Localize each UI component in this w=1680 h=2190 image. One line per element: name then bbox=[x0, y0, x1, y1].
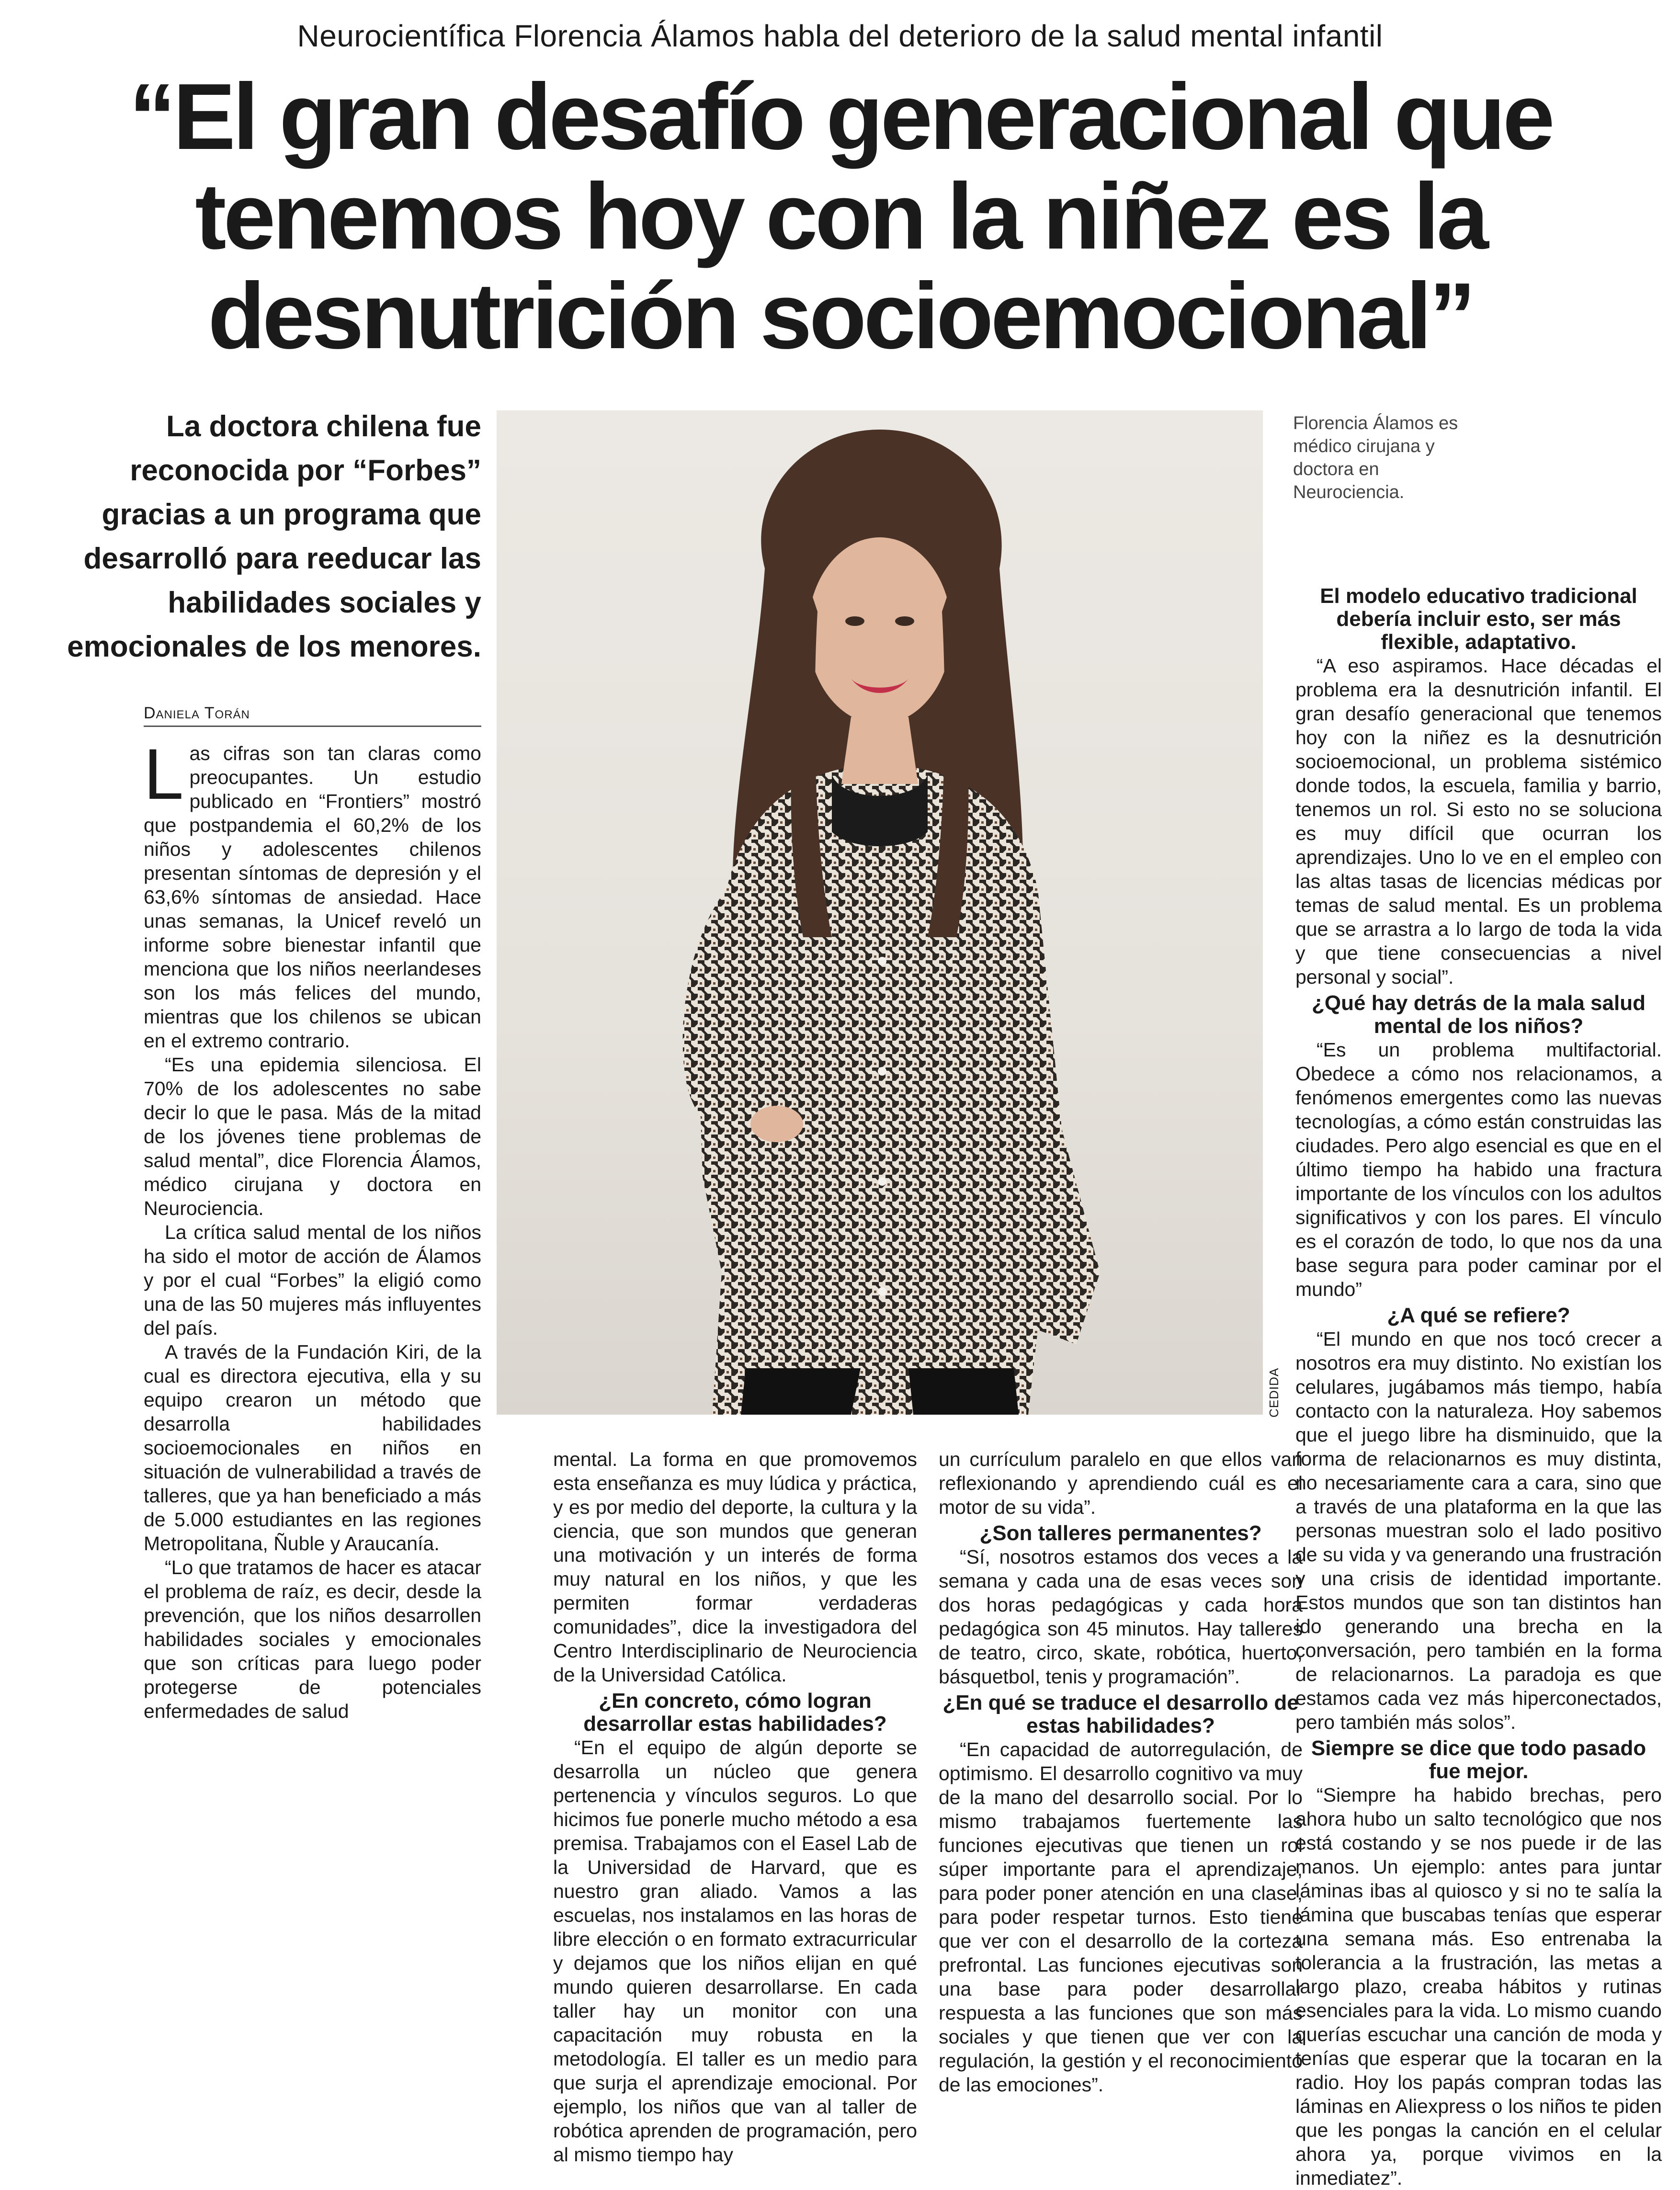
portrait-illustration bbox=[497, 410, 1263, 1415]
question: Siempre se dice que todo pasado fue mejor. bbox=[1311, 1736, 1646, 1783]
column-1 bbox=[144, 734, 481, 1723]
byline: Daniela Torán bbox=[144, 704, 481, 727]
paragraph: A través de la Fundación Kiri, de la cual es directora ejecutiva, ella y su equipo crearon un método que desarrolla habilidades socioemocionales en niños en situación de vulnerabilidad a través de talleres, que ya han beneficiado a más de 5.000 estudiantes en las regiones Metropolitana, Ñuble y Araucanía. bbox=[144, 1341, 481, 1555]
paragraph: “Lo que tratamos de hacer es atacar el problema de raíz, es decir, desde la prevención, que los niños desarrollen habilidades sociales y emocionales que son críticas para luego poder protegerse de potenciales enfermedades de salud bbox=[144, 1556, 481, 1722]
paragraph-text: as cifras son tan claras como preocupantes. Un estudio publicado en “Frontiers” mostró que postpandemia el 60,2% de los niños y adolescentes chilenos presentan síntomas de depresión y el 63,6% síntomas de ansiedad. Hace unas semanas, la Unicef reveló un informe sobre bienestar infantil que menciona que los niños neerlandeses son los más felices del mundo, mientras que los chilenos se ubican en el extremo contrario. bbox=[144, 742, 481, 1052]
answer: “Siempre ha habido brechas, pero ahora hubo un salto tecnológico que nos está costando y se nos puede ir de las manos. Un ejemplo: antes para juntar láminas ibas al quiosco y si no te salía la lámina que buscabas tenías que esperar una semana más. Eso entrenaba la tolerancia a la frustración, las metas a largo plazo, creaba hábitos y rutinas esenciales para la vida. Lo mismo cuando querías escuchar una canción de moda y tenías que esperar que la tocaran en la radio. Hoy los papás compran todas las láminas en Aliexpress o los niños te piden que les pongas la canción en el celular ahora ya, porque vivimos en la inmediatez”. bbox=[1295, 1784, 1662, 2189]
paragraph: “Es una epidemia silenciosa. El 70% de los adolescentes no sabe decir lo que le pasa. Más de la mitad de los jóvenes tiene problemas de salud mental”, dice Florencia Álamos, médico cirujana y doctora en Neurociencia. bbox=[144, 1054, 481, 1219]
headline-line-1: “El gran desafío generacional que bbox=[129, 64, 1552, 169]
question: ¿A qué se refiere? bbox=[1387, 1304, 1570, 1327]
photo-credit: CEDIDA bbox=[1267, 1367, 1281, 1418]
portrait-photo bbox=[497, 410, 1263, 1415]
kicker: Neurocientífica Florencia Álamos habla del deterioro de la salud mental infantil bbox=[297, 19, 1383, 53]
answer: “El mundo en que nos tocó crecer a nosotros era muy distinto. No existían los celulares, jugábamos más tiempo, había contacto con la naturaleza. Hoy sabemos que el juego libre ha disminuido, que la forma de relacionarnos es muy distinta, no necesariamente cara a cara, sino que a través de una plataforma en la que las personas muestran solo el lado positivo de su vida y va generando una frustración y una crisis de identidad importante. Estos mundos que son tan distintos han ido generando una brecha en la conversación, pero también en la forma de relacionarnos. La paradoja es que estamos cada vez más hiperconectados, pero también más solos”. bbox=[1295, 1328, 1662, 1733]
headline-line-2: tenemos hoy con la niñez es la bbox=[195, 164, 1486, 269]
photo-caption: Florencia Álamos es médico cirujana y doctora en Neurociencia. bbox=[1293, 413, 1458, 502]
headline bbox=[72, 64, 1609, 368]
answer: “En capacidad de autorregulación, de optimismo. El desarrollo cognitivo va muy de la mano del desarrollo social. Por lo mismo trabajamos fuertemente las funciones ejecutivas que tienen un rol súper importante para el aprendizaje, para poder poner atención en una clase, para poder respetar turnos. Esto tiene que ver con el desarrollo de la corteza prefrontal. Las funciones ejecutivas son una base para poder desarrollar respuesta a las funciones que son más sociales y que tienen que ver con la regulación, la gestión y el reconocimiento de las emociones”. bbox=[939, 1738, 1303, 2096]
column-3 bbox=[939, 1447, 1303, 2097]
drop-cap: L bbox=[144, 734, 184, 814]
question: ¿En concreto, cómo logran desarrollar estas habilidades? bbox=[583, 1689, 887, 1736]
paragraph: un currículum paralelo en que ellos van reflexionando y aprendiendo cuál es el motor de su vida”. bbox=[939, 1448, 1303, 1518]
question: El modelo educativo tradicional debería incluir esto, ser más flexible, adaptativo. bbox=[1320, 584, 1637, 654]
deck: La doctora chilena fue reconocida por “Forbes” gracias a un programa que desarrolló para reeducar las habilidades sociales y emocionales de los menores. bbox=[67, 410, 481, 663]
paragraph: mental. La forma en que promovemos esta enseñanza es muy lúdica y práctica, y es por medio del deporte, la cultura y la ciencia, que son mundos que generan una motivación y un interés de forma muy natural en los niños, y que les permiten formar verdaderas comunidades”, dice la investigadora del Centro Interdisciplinario de Neurociencia de la Universidad Católica. bbox=[553, 1448, 917, 1686]
question: ¿En qué se traduce el desarrollo de estas habilidades? bbox=[942, 1691, 1299, 1737]
answer: “A eso aspiramos. Hace décadas el problema era la desnutrición infantil. El gran desafío generacional que tenemos hoy con la niñez es la desnutrición socioemocional, un problema sistémico donde todos, la escuela, familia y barrio, tenemos un rol. Si esto no se soluciona es muy difícil que ocurran los aprendizajes. Uno lo ve en el empleo con las altas tasas de licencias médicas por temas de salud mental. Es un problema que se arrastra a lo largo de toda la vida y que tiene consecuencias a nivel personal y social”. bbox=[1295, 655, 1662, 988]
paragraph bbox=[144, 734, 481, 1053]
question: ¿Son talleres permanentes? bbox=[979, 1521, 1262, 1545]
question: ¿Qué hay detrás de la mala salud mental de los niños? bbox=[1312, 991, 1646, 1038]
headline-line-3: desnutrición socioemocional” bbox=[208, 263, 1473, 368]
column-4 bbox=[1295, 582, 1662, 2190]
answer: “Sí, nosotros estamos dos veces a la semana y cada una de esas veces son dos horas pedagógicas y cada hora pedagógica son 45 minutos. Hay talleres de teatro, circo, skate, robótica, huerto, básquetbol, tenis y programación”. bbox=[939, 1546, 1303, 1688]
answer: “En el equipo de algún deporte se desarrolla un núcleo que genera pertenencia y vínculos seguros. Lo que hicimos fue ponerle mucho método a esa premisa. Trabajamos con el Easel Lab de la Universidad de Harvard, que es nuestro gran aliado. Vamos a las escuelas, nos instalamos en las horas de libre elección o en formato extracurricular y dejamos que los niños elijan en qué mundo quieren desarrollarse. En cada taller hay un monitor con una capacitación muy robusta en la metodología. El taller es un medio para que surja el aprendizaje emocional. Por ejemplo, los niños que van al taller de robótica aprenden de programación, pero al mismo tiempo hay bbox=[553, 1736, 917, 2166]
paragraph: La crítica salud mental de los niños ha sido el motor de acción de Álamos y por el cual “Forbes” la eligió como una de las 50 mujeres más influyentes del país. bbox=[144, 1221, 481, 1339]
column-2 bbox=[553, 1447, 917, 2167]
answer: “Es un problema multifactorial. Obedece a cómo nos relacionamos, a fenómenos emergentes como las nuevas tecnologías, a cómo están construidas las ciudades. Pero algo esencial es que en el último tiempo ha habido una fractura importante de los vínculos con los adultos significativos y con los pares. El vínculo es el corazón de todo, lo que nos da una base segura para poder caminar por el mundo” bbox=[1295, 1039, 1662, 1300]
